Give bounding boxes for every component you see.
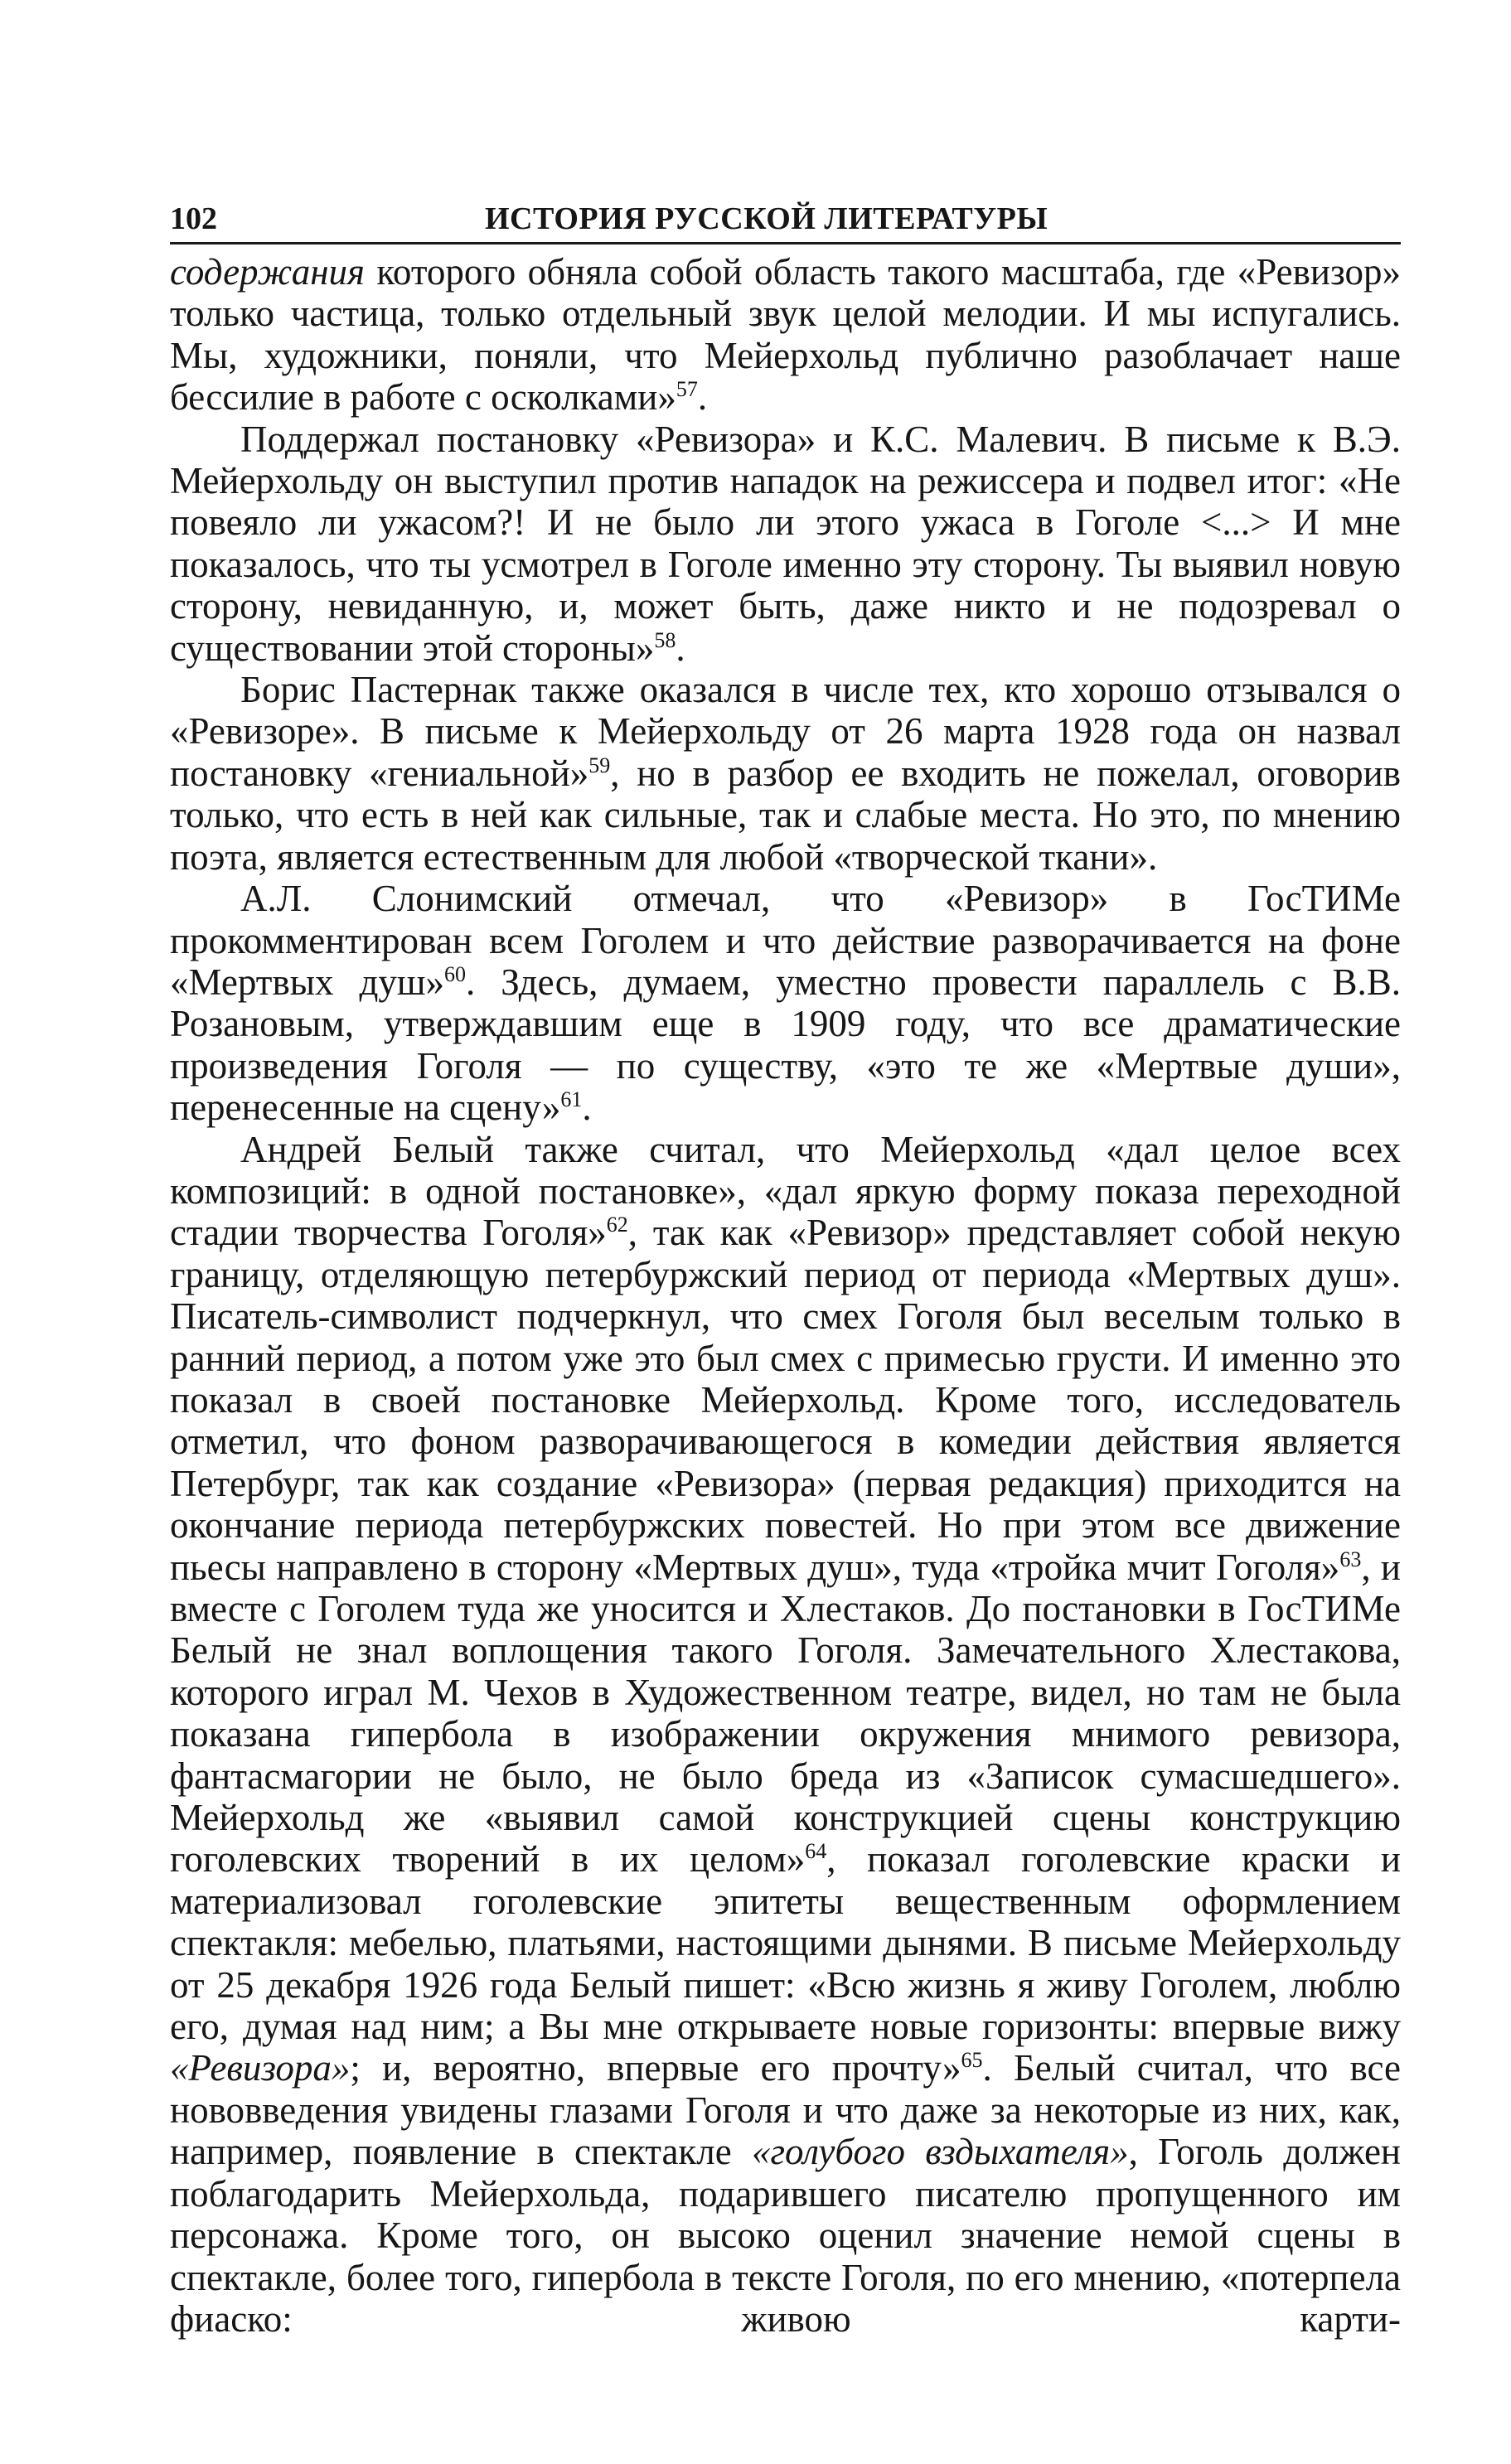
text-run: .	[582, 1087, 592, 1129]
text-run: , так как «Ревизор» представляет собой некую границу, отделяющую петербуржский период от периода «Мертвых душ». Писатель-символист подчеркнул, что смех Гоголя был веселым только в ранний период, а потом уже это был смех с примесью грусти. И именно это показал в своей постановке Мейерхольд. Кроме того, исследователь отметил, что фоном разворачивающегося в комедии действия является Петербург, так как создание «Ревизора» (первая редакция) приходится на окончание периода петербуржских повестей. Но при этом все движение пьесы направлено в сторону «Мертвых душ», туда «тройка мчит Гоголя»	[170, 1212, 1402, 1588]
paragraph	[170, 878, 1401, 1128]
text-run: Борис Пастернак также оказался в числе тех, кто хорошо отзывался о «Ревизоре». В письме к Мейерхольду от 26 марта 1928 года он назвал постановку «гениальной»	[170, 669, 1401, 794]
footnote-ref: 64	[805, 1839, 827, 1864]
text-run: , показал гоголевские краски и материализовал гоголевские эпитеты вещественным оформлением спектакля: мебелью, платьями, настоящими дынями. В письме Мейерхольду от 25 декабря 1926 года Белый пишет: «Всю жизнь я живу Гоголем, люблю его, думая над ним; а Вы мне открываете новые горизонты: впервые вижу	[170, 1838, 1402, 2048]
text-run: , Гоголь должен поблагодарить Мейерхольда, подарившего писателю пропущенного им персонажа. Кроме того, он высоко оценил значение немой сцены в спектакле, более того, гипербола в тексте Гоголя, по его мнению, «потерпела фиаско: живою карти-	[170, 2131, 1402, 2340]
footnote-ref: 58	[654, 627, 676, 652]
text-run: ; и, вероятно, впервые его прочту»	[350, 2047, 961, 2089]
text-run: . Здесь, думаем, уместно провести параллель с В.В. Розановым, утверждавшим еще в 1909 году, что все драматические произведения Гоголя — по существу, «это те же «Мертвые души», перенесенные на сцену»	[170, 961, 1402, 1129]
text-run: , и вместе с Гоголем туда же уносится и Хлестаков. До постановки в ГосТИМе Белый не знал воплощения такого Гоголя. Замечательного Хлестакова, которого играл М. Чехов в Художественном театре, видел, но там не была показана гипербола в изображении окружения мнимого ревизора, фантасмагории не было, не было бреда из «Записок сумасшедшего». Мейерхольд же «выявил самой конструкцией сцены конструкцию гоголевских творений в их целом»	[170, 1546, 1402, 1881]
text-run: , но в разбор ее входить не пожелал, оговорив только, что есть в ней как сильные, так и слабые места. Но это, по мнению поэта, является естественным для любой «творческой ткани».	[170, 752, 1401, 878]
footnote-ref: 62	[606, 1213, 628, 1237]
running-head	[170, 196, 1401, 244]
book-page	[170, 196, 1401, 2340]
footnote-ref: 57	[676, 377, 698, 402]
text-run: Поддержал постановку «Ревизора» и К.С. Малевич. В письме к В.Э. Мейерхольду он выступил против нападок на режиссера и подвел итог: «Не повеяло ли ужасом?! И не было ли этого ужаса в Гоголе <...> И мне показалось, что ты усмотрел в Гоголе именно эту сторону. Ты выявил новую сторону, невиданную, и, может быть, даже никто и не подозревал о существовании этой стороны»	[170, 418, 1401, 669]
paragraph	[170, 419, 1401, 669]
text-run: .	[676, 627, 685, 669]
text-run: Андрей Белый также считал, что Мейерхольд «дал целое всех композиций: в одной постановке», «дал яркую форму показа переходной стадии творчества Гоголя»	[170, 1128, 1401, 1254]
italic-text: «Ревизора»	[170, 2047, 351, 2089]
text-body	[170, 251, 1401, 2340]
page-number: 102	[170, 201, 217, 236]
text-run: которого обняла собой область такого масштаба, где «Ревизор» только частица, только отдельный звук целой мелодии. И мы испугались. Мы, художники, поняли, что Мейерхольд публично разоблачает наше бессилие в работе с осколками»	[170, 251, 1401, 419]
paragraph	[170, 1129, 1401, 2341]
book-title: ИСТОРИЯ РУССКОЙ ЛИТЕРАТУРЫ	[485, 201, 1048, 236]
italic-text: «голубого вздыхателя»	[751, 2131, 1129, 2173]
footnote-ref: 61	[560, 1087, 583, 1112]
footnote-ref: 63	[1339, 1547, 1362, 1571]
footnote-ref: 60	[444, 961, 467, 986]
paragraph	[170, 669, 1401, 878]
footnote-ref: 65	[961, 2048, 983, 2073]
text-run: . Белый считал, что все нововведения увидены глазами Гоголя и что даже за некоторые из них, как, например, появление в спектакле	[170, 2047, 1401, 2173]
text-run: А.Л. Слонимский отмечал, что «Ревизор» в ГосТИМе прокомментирован всем Гоголем и что действие разворачивается на фоне «Мертвых душ»	[170, 878, 1401, 1003]
paragraph	[170, 251, 1401, 419]
footnote-ref: 59	[588, 753, 611, 777]
text-run: .	[697, 376, 708, 419]
italic-text: содержания	[170, 251, 365, 293]
